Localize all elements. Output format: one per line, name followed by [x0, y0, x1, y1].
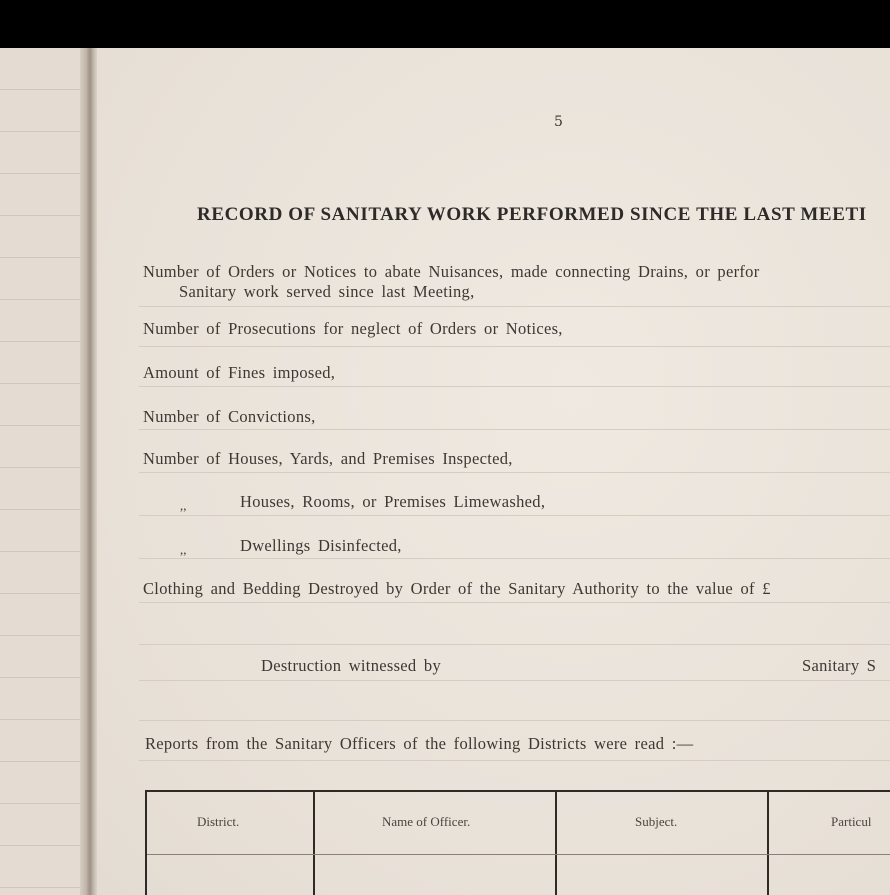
header-subject: Subject.	[635, 814, 678, 829]
convictions-line: Number of Convictions,	[143, 407, 316, 426]
ruled-line	[139, 429, 890, 430]
page-number: 5	[554, 114, 563, 130]
orders-line-2: Sanitary work served since last Meeting,	[179, 282, 475, 301]
limewashed-line: Houses, Rooms, or Premises Limewashed,	[240, 492, 546, 511]
disinfected-line: Dwellings Disinfected,	[240, 536, 402, 555]
ruled-line	[139, 386, 890, 387]
header-divider	[147, 854, 890, 855]
ruled-line	[139, 346, 890, 347]
fines-line: Amount of Fines imposed,	[143, 363, 336, 382]
prosecutions-line: Number of Prosecutions for neglect of Orders or Notices,	[143, 319, 563, 338]
book-gutter	[80, 48, 98, 895]
ruled-line	[139, 680, 890, 681]
districts-table	[145, 790, 890, 895]
ruled-line	[139, 720, 890, 721]
ruled-line	[139, 472, 890, 473]
houses-inspected-line: Number of Houses, Yards, and Premises Inspected,	[143, 449, 513, 468]
ruled-line	[139, 602, 890, 603]
column-divider	[767, 792, 769, 895]
column-divider	[555, 792, 557, 895]
orders-line-1: Number of Orders or Notices to abate Nuisances, made connecting Drains, or perfor	[143, 262, 760, 281]
header-officer: Name of Officer.	[382, 814, 471, 829]
header-particulars: Particul	[831, 814, 872, 829]
left-facing-page	[0, 48, 86, 895]
ruled-line	[139, 644, 890, 645]
ruled-line	[139, 760, 890, 761]
document-page	[97, 48, 890, 895]
ruled-line	[139, 306, 890, 307]
reports-line: Reports from the Sanitary Officers of the following Districts were read :—	[145, 734, 694, 753]
top-black-border	[0, 0, 890, 48]
column-divider	[313, 792, 315, 895]
witnessed-line: Destruction witnessed by	[261, 656, 442, 675]
ruled-line	[139, 515, 890, 516]
clothing-line: Clothing and Bedding Destroyed by Order of the Sanitary Authority to the value of £	[143, 579, 771, 598]
ditto-mark: ,,	[180, 542, 187, 557]
ruled-line	[139, 558, 890, 559]
ditto-mark: ,,	[180, 498, 187, 513]
header-district: District.	[197, 814, 240, 829]
page-heading: RECORD OF SANITARY WORK PERFORMED SINCE THE LAST MEETI	[197, 204, 867, 225]
sanitary-signature-line: Sanitary S	[802, 656, 877, 675]
